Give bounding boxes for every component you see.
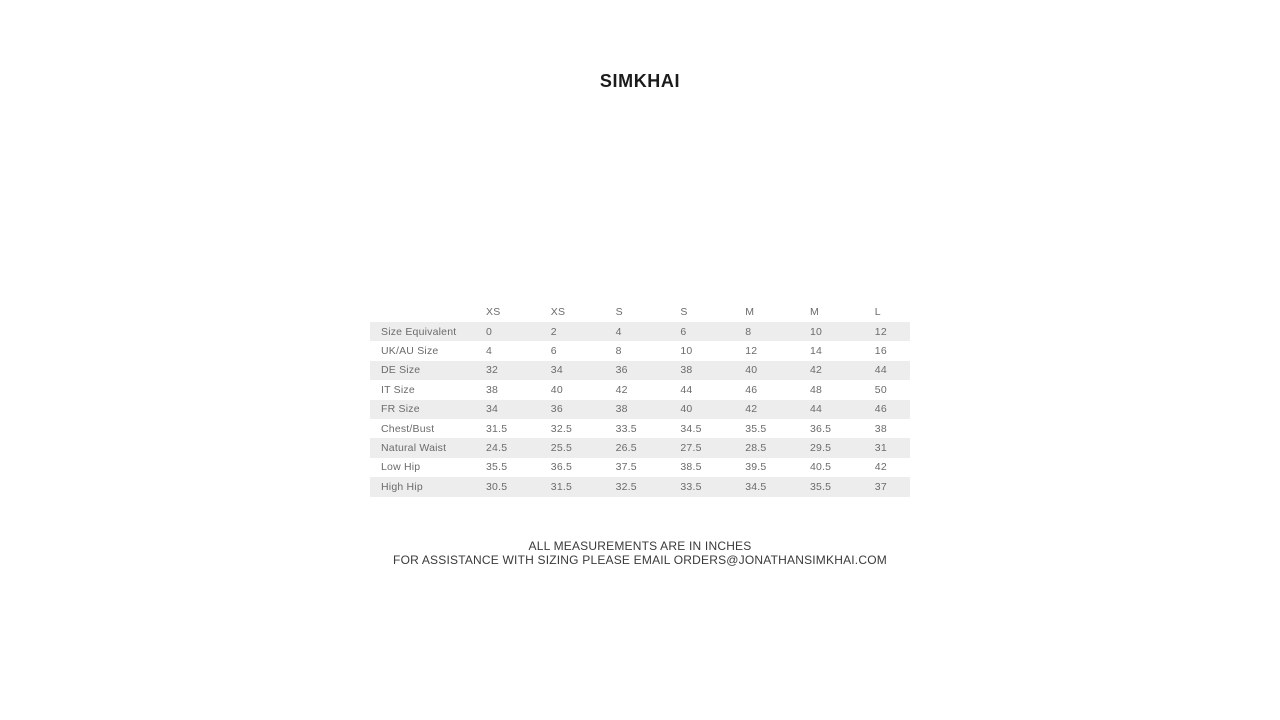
value-cell: 34 (550, 364, 563, 377)
row-label: Size Equivalent (381, 325, 457, 338)
footer-line-measurements: ALL MEASUREMENTS ARE IN INCHES (528, 539, 752, 553)
value-cell: 24.5 (486, 442, 508, 455)
value-cell: 16 (874, 345, 887, 358)
value-cell: 38 (486, 383, 499, 396)
value-cell: 2 (550, 325, 557, 338)
value-cell: 0 (486, 325, 493, 338)
value-cell: 40 (745, 364, 758, 377)
table-row (370, 458, 910, 477)
value-cell: 48 (809, 383, 823, 396)
table-row (370, 438, 910, 457)
size-chart-table (370, 302, 910, 497)
row-label: FR Size (381, 403, 420, 416)
value-cell: 36.5 (550, 461, 573, 474)
value-cell: 34.5 (745, 480, 767, 493)
value-cell: 34.5 (680, 422, 702, 435)
value-cell: 39.5 (745, 461, 767, 474)
value-cell: 31.5 (486, 422, 508, 435)
value-cell: 33.5 (680, 480, 702, 493)
value-cell: 28.5 (745, 442, 767, 455)
value-cell: 8 (615, 345, 622, 358)
value-cell: 38 (874, 422, 887, 435)
value-cell: 36.5 (809, 422, 832, 435)
value-cell: 36 (615, 364, 628, 377)
value-cell: 36 (550, 403, 563, 416)
table-row (370, 322, 910, 341)
table-row (370, 361, 910, 380)
value-cell: 33.5 (615, 422, 637, 435)
value-cell: 38.5 (680, 461, 702, 474)
footer-line-assistance: FOR ASSISTANCE WITH SIZING PLEASE EMAIL ORDERS@JONATHANSIMKHAI.COM (393, 553, 887, 567)
table-row (370, 400, 910, 419)
value-cell: 35.5 (809, 480, 832, 493)
value-cell: 44 (680, 383, 693, 396)
value-cell: 35.5 (745, 422, 767, 435)
row-label: IT Size (381, 383, 415, 396)
value-cell: 34 (486, 403, 499, 416)
value-cell: 12 (745, 345, 758, 358)
value-cell: 50 (874, 383, 887, 396)
header-size-cell: XS (550, 306, 566, 318)
value-cell: 30.5 (486, 480, 508, 493)
value-cell: 42 (809, 364, 823, 377)
value-cell: 42 (745, 403, 758, 416)
row-label: Chest/Bust (381, 422, 435, 435)
value-cell: 32 (486, 364, 499, 377)
value-cell: 42 (615, 383, 628, 396)
table-row (370, 380, 910, 399)
value-cell: 10 (680, 345, 693, 358)
value-cell: 37 (874, 480, 887, 493)
value-cell: 32.5 (615, 480, 637, 493)
size-chart-header-row (370, 302, 910, 322)
header-size-cell: M (745, 306, 755, 318)
row-label: Low Hip (381, 461, 421, 474)
value-cell: 10 (809, 325, 823, 338)
value-cell: 25.5 (550, 442, 573, 455)
value-cell: 6 (550, 345, 557, 358)
value-cell: 38 (680, 364, 693, 377)
value-cell: 35.5 (486, 461, 508, 474)
value-cell: 14 (809, 345, 823, 358)
value-cell: 26.5 (615, 442, 637, 455)
value-cell: 32.5 (550, 422, 573, 435)
row-label: High Hip (381, 480, 423, 493)
value-cell: 31.5 (550, 480, 573, 493)
value-cell: 4 (615, 325, 622, 338)
value-cell: 27.5 (680, 442, 702, 455)
value-cell: 42 (874, 461, 887, 474)
size-chart-body (370, 322, 910, 497)
table-row (370, 341, 910, 360)
footer-note (0, 539, 1280, 567)
header-size-cell: S (680, 306, 688, 318)
value-cell: 40 (680, 403, 693, 416)
value-cell: 31 (874, 442, 887, 455)
header-size-cell: S (615, 306, 623, 318)
value-cell: 38 (615, 403, 628, 416)
header-size-cell: M (809, 306, 819, 318)
value-cell: 46 (745, 383, 758, 396)
value-cell: 46 (874, 403, 887, 416)
value-cell: 6 (680, 325, 687, 338)
row-label: DE Size (381, 364, 421, 377)
table-row (370, 419, 910, 438)
header-size-cell: XS (486, 306, 501, 318)
header-size-cell: L (874, 306, 881, 318)
value-cell: 12 (874, 325, 887, 338)
row-label: Natural Waist (381, 442, 447, 455)
value-cell: 44 (874, 364, 887, 377)
value-cell: 8 (745, 325, 752, 338)
value-cell: 4 (486, 345, 493, 358)
row-label: UK/AU Size (381, 345, 439, 358)
value-cell: 29.5 (809, 442, 832, 455)
value-cell: 44 (809, 403, 823, 416)
table-row (370, 477, 910, 496)
value-cell: 40.5 (809, 461, 832, 474)
value-cell: 37.5 (615, 461, 637, 474)
brand-title: SIMKHAI (599, 71, 681, 91)
value-cell: 40 (550, 383, 563, 396)
